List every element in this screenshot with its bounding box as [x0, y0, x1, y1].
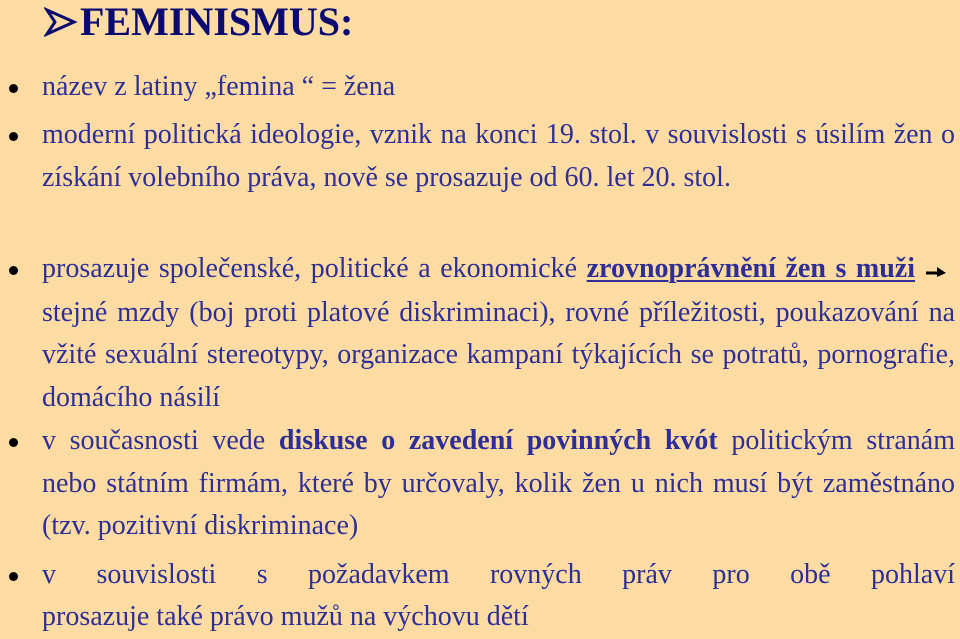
check-arrow-icon	[44, 7, 78, 37]
bullet-text: moderní politická ideologie, vznik na konci 19. stol. v souvislosti s úsilím žen o získání volebního práva, nově se prosazuje od 60. let 20. stol.	[42, 119, 955, 193]
equality-emphasis: zrovnoprávnění žen s muži	[586, 253, 916, 284]
bullet-text: název z latiny „femina “ = žena	[42, 71, 396, 102]
bullet-text	[42, 248, 955, 419]
bullet-text-line2: prosazuje také právo mužů na výchovu dětí	[42, 601, 529, 632]
slide-title-text: FEMINISMUS:	[80, 0, 354, 44]
equality-details: stejné mzdy (boj proti platové diskriminaci), rovné příležitosti, poukazování na vžité sexuální stereotypy, organizace kampaní týkajících se potratů, pornografie, domácího násilí	[42, 296, 955, 413]
bullet-dot	[9, 438, 18, 447]
quotas-details: politickým stranám nebo státním firmám, které by určovaly, kolik žen u nich musí být zaměstnáno (tzv. pozitivní diskriminace)	[42, 425, 955, 541]
equality-intro: prosazuje společenské, politické a ekonomické	[42, 253, 587, 284]
bullet-dot	[9, 132, 18, 141]
bullet-dot	[9, 572, 18, 581]
bullet-text-line1: v souvislosti s požadavkem rovných práv pro obě pohlaví	[42, 559, 955, 590]
bullet-dot	[9, 266, 18, 275]
quotas-emphasis: diskuse o zavedení povinných kvót	[278, 425, 718, 456]
bullet-text	[42, 420, 955, 548]
right-arrow-icon	[925, 249, 947, 292]
quotas-intro: v současnosti vede	[42, 425, 279, 456]
bullet-dot	[9, 84, 18, 93]
slide-title	[44, 0, 353, 45]
